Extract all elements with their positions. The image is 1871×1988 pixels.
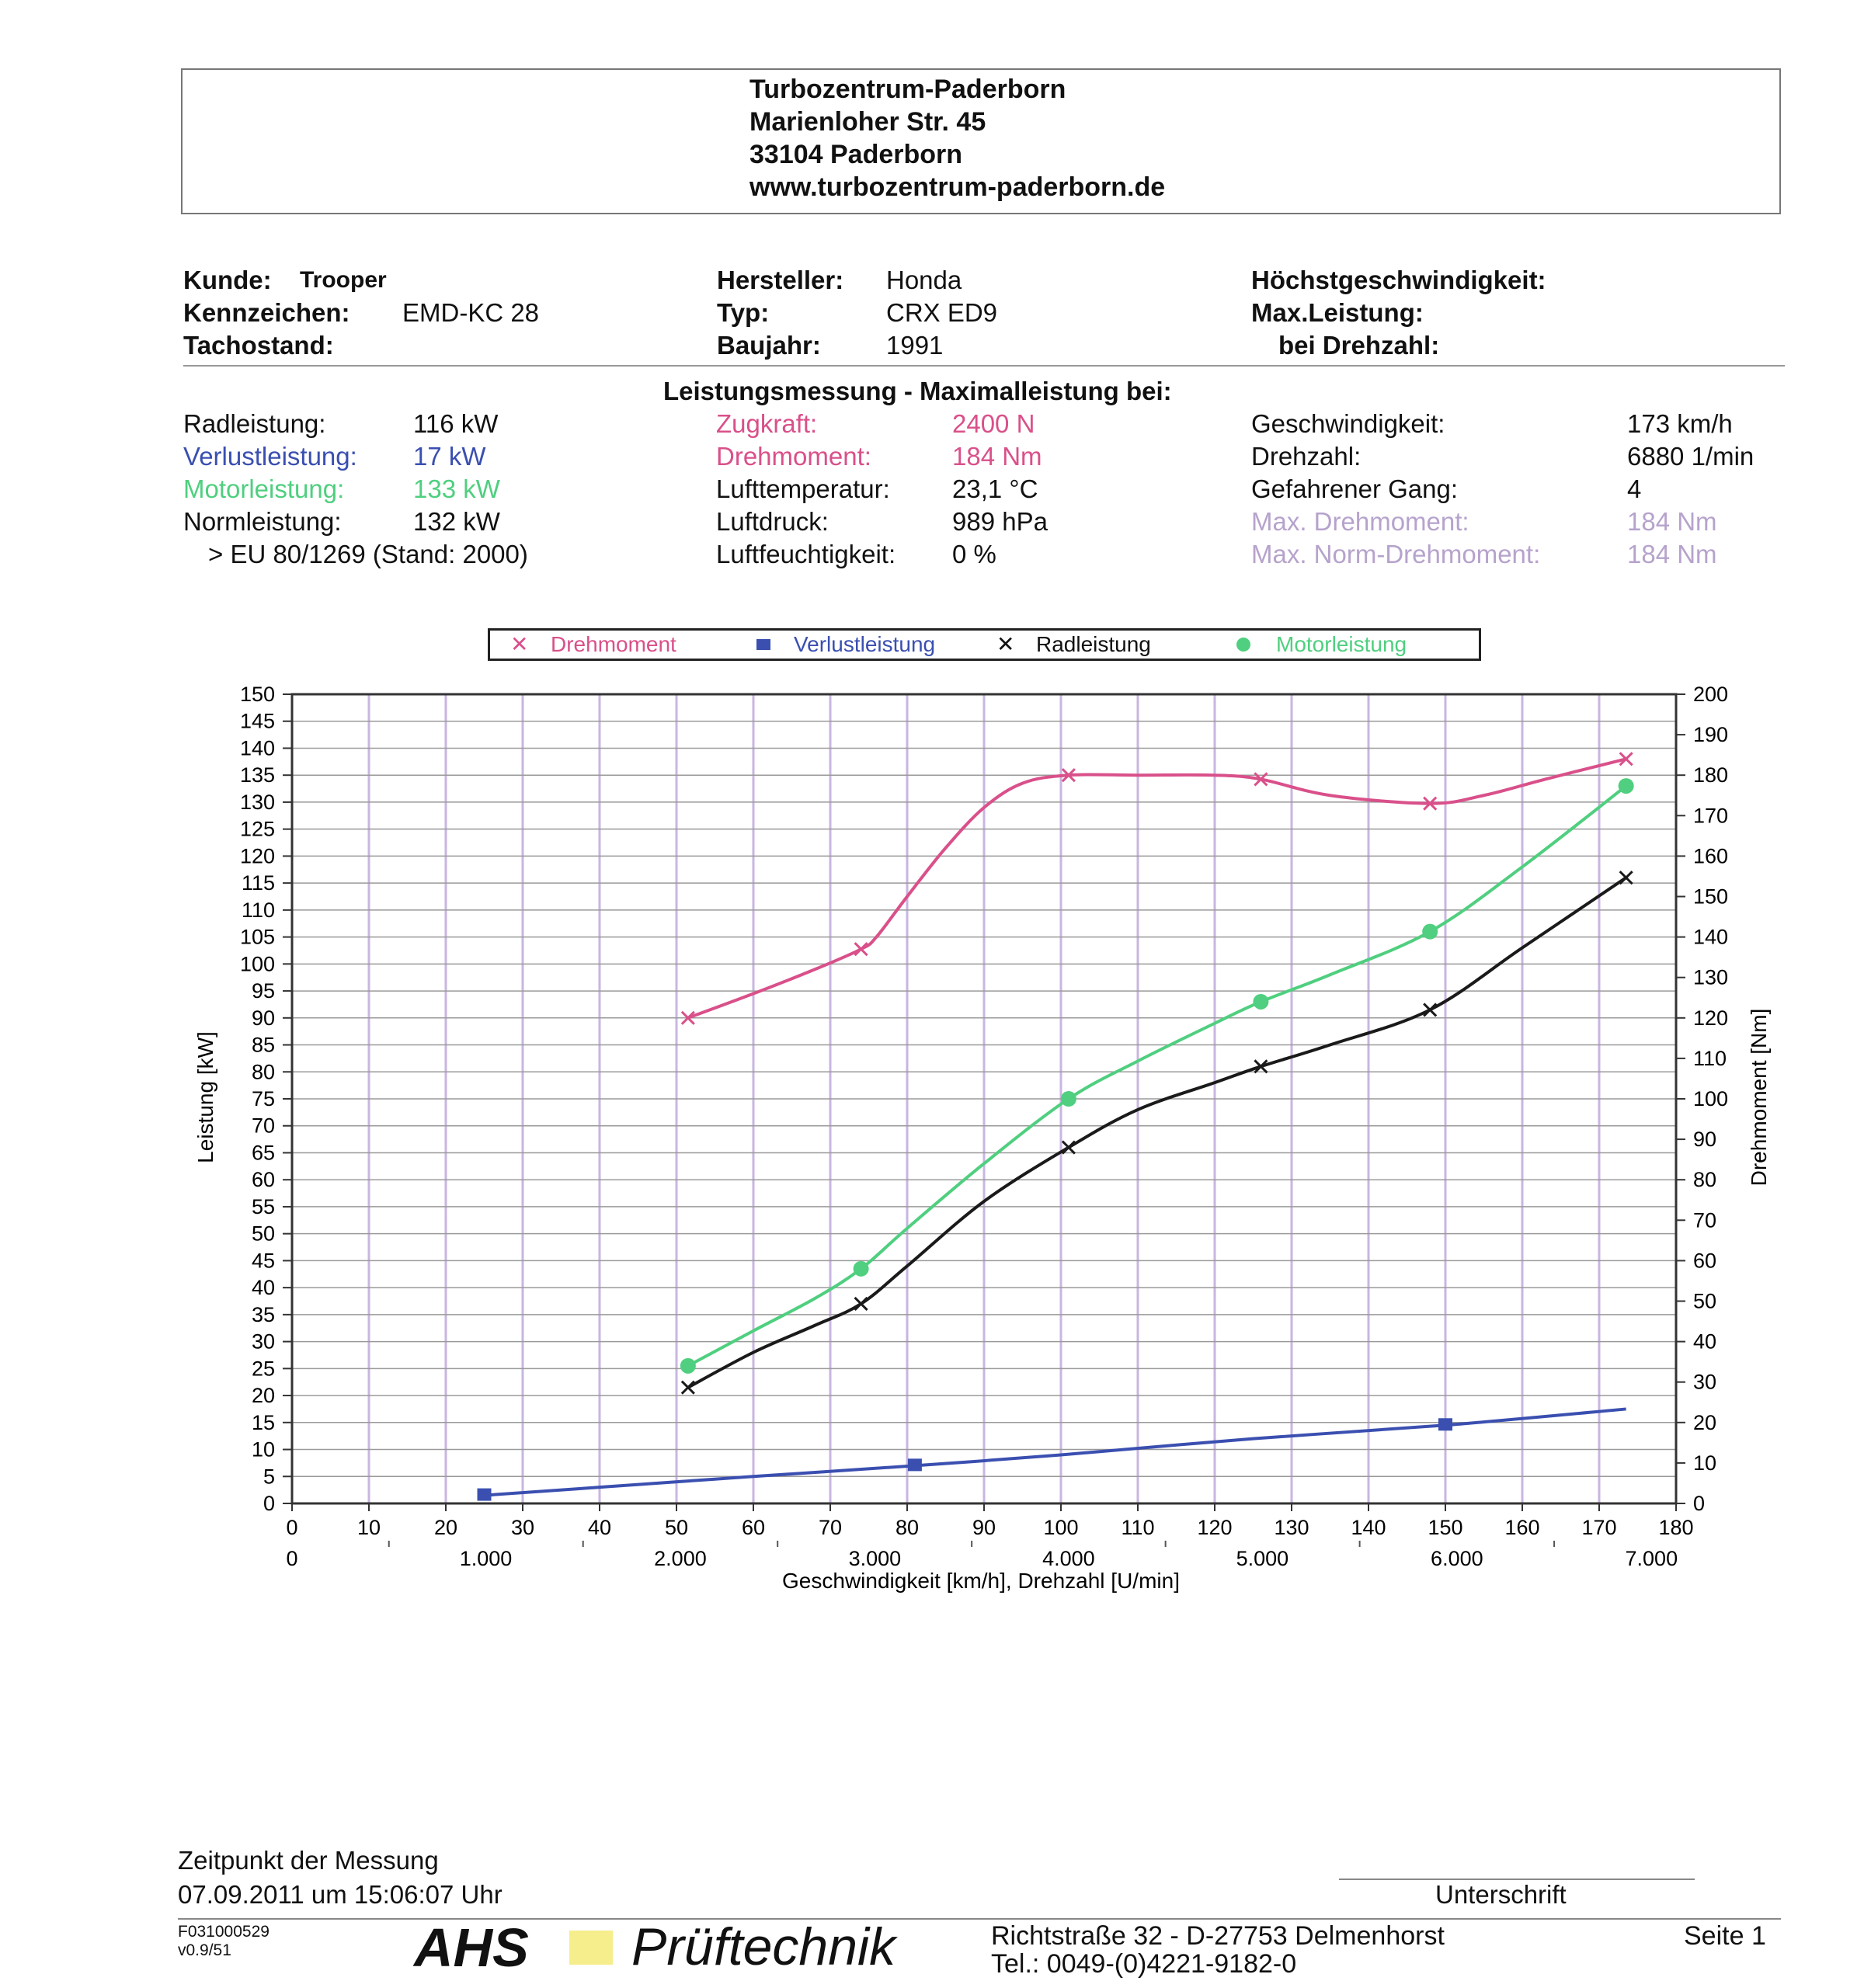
logo-square-icon — [569, 1931, 613, 1965]
marker-radleistung — [1620, 871, 1633, 884]
marker-motorleistung — [680, 1358, 696, 1374]
y2-tick-label: 170 — [1693, 804, 1729, 828]
series-line-motorleistung — [688, 786, 1626, 1366]
max-norm-drehmoment-label: Max. Norm-Drehmoment: — [1251, 540, 1541, 568]
max-drehmoment-label: Max. Drehmoment: — [1251, 507, 1469, 536]
x-tick-label: 10 — [356, 1516, 381, 1539]
company-city: 33104 Paderborn — [749, 140, 963, 169]
verlustleistung-value: 17 kW — [413, 442, 486, 471]
drehzahl-value: 6880 1/min — [1627, 442, 1754, 471]
footer-tel: Tel.: 0049-(0)4221-9182-0 — [991, 1949, 1297, 1979]
y-tick-label: 5 — [263, 1465, 275, 1489]
marker-motorleistung — [1061, 1091, 1076, 1107]
y2-tick-label: 160 — [1693, 844, 1729, 868]
typ-value: CRX ED9 — [886, 298, 998, 327]
marker-radleistung — [1424, 1003, 1436, 1016]
marker-motorleistung — [854, 1261, 869, 1277]
y2-tick-label: 110 — [1693, 1046, 1727, 1070]
kennzeichen-label: Kennzeichen: — [183, 298, 350, 327]
footer-address: Richtstraße 32 - D-27753 Delmenhorst — [991, 1921, 1445, 1951]
typ-label: Typ: — [717, 298, 770, 327]
max-drehmoment-value: 184 Nm — [1627, 507, 1717, 536]
y-tick-label: 85 — [251, 1033, 275, 1057]
y-tick-label: 75 — [251, 1087, 275, 1110]
legend-rad-icon: ✕ — [996, 632, 1015, 656]
kunde-label: Kunde: — [183, 266, 272, 294]
drehmoment-label: Drehmoment: — [716, 442, 871, 471]
x-tick-label: 60 — [741, 1516, 766, 1539]
luftfeuchtigkeit-value: 0 % — [952, 540, 996, 568]
y2-axis-label: Drehmoment [Nm] — [1747, 1008, 1771, 1187]
y-tick-label: 130 — [239, 790, 275, 814]
y2-tick-label: 180 — [1693, 763, 1729, 787]
y-tick-label: 135 — [239, 763, 275, 787]
y2-tick-label: 0 — [1693, 1492, 1706, 1515]
zeitpunkt-label: Zeitpunkt der Messung — [178, 1846, 439, 1875]
x-tick-label: 90 — [972, 1516, 996, 1539]
marker-motorleistung — [1422, 924, 1438, 940]
legend-drehmoment: Drehmoment — [551, 632, 676, 656]
kennzeichen-value: EMD-KC 28 — [402, 298, 540, 327]
marker-motorleistung — [1619, 778, 1634, 794]
rpm-tick-label: 4.000 — [1042, 1547, 1095, 1570]
normleistung-value: 132 kW — [413, 507, 500, 536]
unterschrift-label: Unterschrift — [1435, 1880, 1567, 1909]
x-tick-label: 40 — [587, 1516, 612, 1539]
y-tick-label: 70 — [251, 1114, 275, 1138]
marker-verlustleistung — [1438, 1418, 1452, 1430]
rpm-tick-label: 1.000 — [459, 1547, 513, 1570]
marker-verlustleistung — [478, 1489, 492, 1501]
rpm-tick-label: 6.000 — [1431, 1547, 1483, 1570]
rpm-tick-label: 0 — [286, 1547, 298, 1570]
drehmoment-value: 184 Nm — [952, 442, 1042, 471]
y-tick-label: 95 — [251, 979, 275, 1003]
luftdruck-label: Luftdruck: — [716, 507, 829, 536]
normleistung-label: Normleistung: — [183, 507, 342, 536]
company-name: Turbozentrum-Paderborn — [749, 75, 1066, 104]
y-tick-label: 115 — [241, 871, 275, 895]
y-tick-label: 120 — [239, 844, 275, 868]
y-tick-label: 140 — [239, 736, 275, 760]
zeitpunkt-value: 07.09.2011 um 15:06:07 Uhr — [178, 1880, 503, 1909]
y2-tick-label: 40 — [1693, 1329, 1717, 1354]
y-tick-label: 40 — [251, 1276, 275, 1300]
y2-tick-label: 190 — [1693, 723, 1729, 747]
hoechstgeschwindigkeit-label: Höchstgeschwindigkeit: — [1251, 266, 1546, 294]
x-axis-label: Geschwindigkeit [km/h], Drehzahl [U/min] — [782, 1569, 1180, 1593]
y-tick-label: 100 — [239, 952, 275, 976]
x-tick-label: 80 — [895, 1516, 920, 1539]
company-street: Marienloher Str. 45 — [749, 107, 986, 137]
marker-drehmoment — [855, 943, 868, 955]
y-tick-label: 150 — [239, 683, 275, 706]
legend-drehmoment-icon: ✕ — [510, 632, 529, 656]
motorleistung-label: Motorleistung: — [183, 474, 345, 503]
x-tick-label: 20 — [433, 1516, 458, 1539]
x-tick-label: 70 — [818, 1516, 843, 1539]
baujahr-value: 1991 — [886, 331, 944, 360]
kunde-value: Trooper — [300, 267, 387, 293]
measurement-title: Leistungsmessung - Maximalleistung bei: — [663, 377, 1172, 405]
y2-tick-label: 10 — [1693, 1451, 1717, 1475]
x-tick-label: 140 — [1351, 1516, 1386, 1539]
x-tick-label: 50 — [664, 1516, 689, 1539]
gang-value: 4 — [1627, 474, 1642, 503]
page-number: Seite 1 — [1684, 1921, 1766, 1951]
max-norm-drehmoment-value: 184 Nm — [1627, 540, 1717, 568]
verlustleistung-label: Verlustleistung: — [183, 442, 357, 471]
x-tick-label: 160 — [1504, 1516, 1540, 1539]
company-website[interactable]: www.turbozentrum-paderborn.de — [749, 172, 1166, 202]
y2-tick-label: 20 — [1693, 1410, 1717, 1434]
rpm-tick-label: 2.000 — [654, 1547, 707, 1570]
x-tick-label: 110 — [1121, 1516, 1155, 1539]
marker-motorleistung — [1253, 994, 1268, 1010]
legend-verlustleistung: Verlustleistung — [794, 632, 936, 656]
form-version: v0.9/51 — [178, 1941, 231, 1959]
radleistung-label: Radleistung: — [183, 409, 326, 438]
legend-motorleistung: Motorleistung — [1276, 632, 1407, 656]
drehzahl-label: Drehzahl: — [1251, 442, 1362, 471]
y2-tick-label: 200 — [1693, 683, 1729, 706]
y-tick-label: 15 — [251, 1410, 275, 1434]
y2-tick-label: 70 — [1693, 1208, 1717, 1232]
x-tick-label: 120 — [1197, 1516, 1233, 1539]
x-tick-label: 30 — [510, 1516, 535, 1539]
x-tick-label: 170 — [1581, 1516, 1617, 1539]
marker-verlustleistung — [908, 1458, 922, 1471]
legend-radleistung: Radleistung — [1036, 632, 1151, 656]
y-tick-label: 60 — [251, 1168, 275, 1192]
y-tick-label: 30 — [251, 1329, 275, 1354]
zugkraft-value: 2400 N — [952, 409, 1035, 438]
y-tick-label: 125 — [239, 817, 275, 841]
y-tick-label: 50 — [251, 1222, 275, 1246]
y-tick-label: 65 — [251, 1141, 275, 1165]
y2-tick-label: 150 — [1693, 885, 1729, 909]
x-tick-label: 130 — [1274, 1516, 1309, 1539]
y-tick-label: 90 — [251, 1006, 275, 1030]
x-tick-label: 100 — [1043, 1516, 1079, 1539]
y-tick-label: 10 — [251, 1437, 275, 1461]
y-tick-label: 45 — [251, 1249, 275, 1273]
baujahr-label: Baujahr: — [717, 331, 821, 360]
bei-drehzahl-label: bei Drehzahl: — [1278, 331, 1440, 360]
lufttemperatur-value: 23,1 °C — [952, 474, 1038, 503]
norm-standard: > EU 80/1269 (Stand: 2000) — [208, 540, 528, 568]
tachostand-label: Tachostand: — [183, 331, 334, 360]
zugkraft-label: Zugkraft: — [716, 409, 818, 438]
x-tick-label: 150 — [1428, 1516, 1463, 1539]
form-code: F031000529 — [178, 1923, 270, 1941]
luftdruck-value: 989 hPa — [952, 507, 1048, 536]
radleistung-value: 116 kW — [413, 409, 499, 438]
marker-radleistung — [682, 1382, 694, 1394]
y2-tick-label: 140 — [1693, 925, 1729, 949]
marker-radleistung — [1062, 1142, 1075, 1154]
y2-tick-label: 120 — [1693, 1006, 1729, 1030]
series-line-radleistung — [688, 878, 1626, 1387]
geschwindigkeit-label: Geschwindigkeit: — [1251, 409, 1445, 438]
y-tick-label: 35 — [251, 1302, 275, 1326]
logo-ahs: AHS — [414, 1917, 529, 1978]
y-tick-label: 0 — [263, 1492, 275, 1515]
y-tick-label: 110 — [241, 898, 275, 922]
rpm-tick-label: 7.000 — [1625, 1547, 1678, 1570]
y2-tick-label: 30 — [1693, 1370, 1717, 1394]
x-tick-label: 180 — [1658, 1516, 1694, 1539]
y2-tick-label: 100 — [1693, 1087, 1729, 1110]
rpm-tick-label: 3.000 — [848, 1547, 902, 1570]
y2-tick-label: 50 — [1693, 1289, 1717, 1313]
geschwindigkeit-value: 173 km/h — [1627, 409, 1733, 438]
gang-label: Gefahrener Gang: — [1251, 474, 1458, 503]
y2-tick-label: 80 — [1693, 1168, 1717, 1192]
hersteller-label: Hersteller: — [717, 266, 844, 294]
marker-radleistung — [855, 1298, 868, 1310]
y-tick-label: 55 — [251, 1194, 275, 1218]
lufttemperatur-label: Lufttemperatur: — [716, 474, 890, 503]
y2-tick-label: 60 — [1693, 1249, 1717, 1273]
y2-tick-label: 90 — [1693, 1128, 1717, 1152]
hersteller-value: Honda — [886, 266, 962, 294]
y-tick-label: 145 — [239, 709, 275, 733]
max-leistung-label: Max.Leistung: — [1251, 298, 1424, 327]
y-axis-label: Leistung [kW] — [193, 1031, 217, 1163]
logo-prueftechnik: Prüftechnik — [631, 1917, 896, 1976]
series-line-drehmoment — [688, 759, 1626, 1017]
y-tick-label: 25 — [251, 1357, 275, 1381]
y-tick-label: 20 — [251, 1384, 275, 1408]
y2-tick-label: 130 — [1693, 965, 1729, 989]
y-tick-label: 105 — [239, 925, 275, 949]
motorleistung-value: 133 kW — [413, 474, 500, 503]
y-tick-label: 80 — [251, 1060, 275, 1084]
rpm-tick-label: 5.000 — [1236, 1547, 1289, 1570]
luftfeuchtigkeit-label: Luftfeuchtigkeit: — [716, 540, 896, 568]
x-tick-label: 0 — [286, 1516, 298, 1539]
